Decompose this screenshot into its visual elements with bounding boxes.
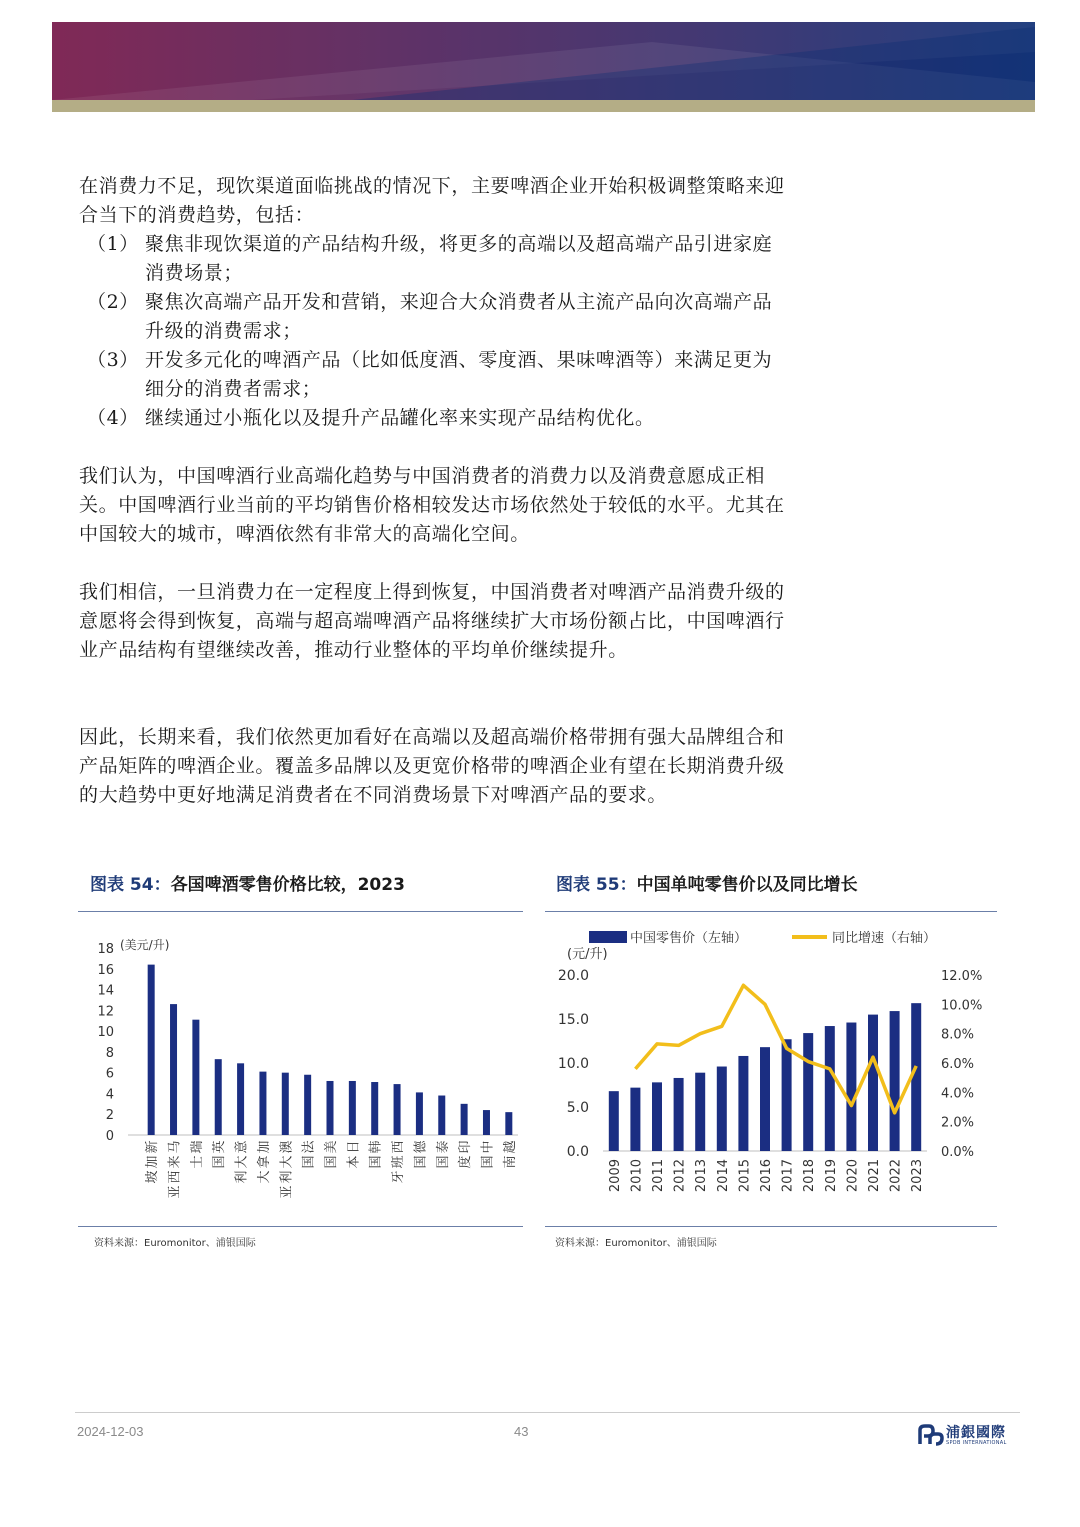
header-banner [52,22,1035,112]
x-tick-label-group [189,1140,205,1168]
figure-54-source: 资料来源：Euromonitor、浦银国际 [94,1238,256,1249]
left-tick-label: 5.0 [566,1100,589,1116]
figure-54-bottom-rule [78,1226,523,1227]
x-tick-label-group [502,1140,518,1168]
bar [609,1091,619,1151]
bar [738,1056,748,1151]
bar [695,1073,705,1151]
x-tick-label-char: 法 [301,1140,317,1154]
bar [782,1039,792,1151]
chart-54 [78,920,523,1225]
bar [371,1082,378,1135]
list-item-number: （3） [87,349,139,371]
legend-bar-swatch [589,931,627,943]
x-tick-label-char: 国 [368,1155,384,1169]
y-tick-label: 12 [97,1004,114,1020]
x-tick-label-char: 瑞 [189,1140,205,1154]
bar [505,1112,512,1135]
bar [438,1096,445,1135]
bar [760,1047,770,1151]
x-tick-label-char: 马 [167,1140,183,1154]
x-tick-label-char: 亚 [279,1185,295,1199]
x-tick-label-group [368,1140,384,1168]
list-item-text: 开发多元化的啤酒产品（比如低度酒、零度酒、果味啤酒等）来满足更为细分的消费者需求； [145,349,773,400]
figure-54-top-rule [78,911,523,912]
x-tick-label-group [278,1140,294,1198]
y-axis-unit: (美元/升) [120,938,170,952]
figure-55-title [556,870,858,895]
left-tick-label: 20.0 [557,968,589,984]
legend-line-label: 同比增速（右轴） [832,931,937,946]
bar [192,1020,199,1135]
x-tick-label-char: 日 [346,1140,362,1154]
x-tick-label-char: 国 [212,1155,228,1169]
x-tick-label-group [234,1140,250,1183]
y-tick-label: 16 [97,962,114,978]
right-tick-label: 12.0% [941,969,983,984]
x-tick-label-group [144,1140,160,1183]
y-tick-label: 6 [105,1066,114,1082]
figure-55-lead: 图表 55： [556,875,637,895]
x-tick-label-char: 加 [256,1140,272,1154]
x-tick-label-char: 班 [391,1155,407,1169]
bar [282,1073,289,1135]
x-tick-label-char: 大 [279,1155,295,1169]
x-tick-label-char: 国 [301,1155,317,1169]
x-tick-label-group [256,1140,272,1183]
x-tick-label-char: 拿 [256,1155,272,1169]
brand-logo-icon [918,1424,944,1446]
x-tick-label-char: 西 [167,1170,183,1184]
y-tick-label: 8 [105,1045,114,1061]
right-tick-label: 2.0% [941,1115,975,1131]
x-tick-label-char: 国 [324,1155,339,1169]
bar [630,1088,640,1151]
x-tick-label: 2010 [629,1159,645,1193]
x-tick-label: 2022 [888,1159,904,1193]
figure-54-title [90,870,405,895]
bar [652,1082,662,1151]
footer-rule [75,1412,1020,1413]
x-tick-label-char: 大 [234,1155,250,1169]
page-number: 43 [514,1424,529,1439]
x-tick-label-group [324,1140,339,1168]
bar [890,1011,900,1151]
brand-logo [918,1422,1018,1452]
x-tick-label-char: 泰 [435,1140,451,1154]
x-tick-label-char: 利 [234,1170,250,1184]
x-tick-label-group [212,1140,227,1168]
x-tick-label-group [479,1140,495,1168]
x-tick-label: 2020 [845,1159,861,1193]
x-tick-label-char: 大 [256,1170,272,1184]
x-tick-label-char: 新 [145,1140,161,1154]
bar [674,1078,684,1151]
x-tick-label-group [167,1140,183,1198]
y-tick-label: 14 [97,983,114,999]
x-tick-label: 2018 [802,1159,818,1193]
x-tick-label-char: 美 [324,1140,339,1154]
y-tick-label: 4 [105,1087,114,1103]
x-tick-label-char: 加 [145,1155,161,1169]
x-tick-label: 2023 [910,1159,926,1193]
paragraph-2: 我们认为，中国啤酒行业高端化趋势与中国消费者的消费力以及消费意愿成正相关。中国啤酒行业当前的平均销售价格相较发达市场依然处于较低的水平。尤其在中国较大的城市，啤酒依然有非常大的高端化空间。 [79,465,785,545]
x-tick-label-group [391,1140,406,1183]
right-tick-label: 10.0% [941,998,983,1014]
figure-54-title-text: 各国啤酒零售价格比较，2023 [170,875,405,895]
x-tick-label-group [413,1140,428,1169]
x-tick-label: 2009 [607,1159,623,1193]
x-tick-label-char: 英 [212,1140,228,1154]
x-tick-label-char: 印 [458,1140,474,1154]
bar [803,1033,813,1151]
paragraph-4: 因此，长期来看，我们依然更加看好在高端以及超高端价格带拥有强大品牌组合和产品矩阵的啤酒企业。覆盖多品牌以及更宽价格带的啤酒企业有望在长期消费升级的大趋势中更好地满足消费者在不同消费场景下对啤酒产品的要求。 [79,726,785,806]
bar [304,1075,311,1135]
x-tick-label-char: 国 [413,1155,429,1169]
left-axis-unit: (元/升) [567,947,608,962]
chart-55 [545,920,997,1225]
bar [237,1063,244,1135]
y-tick-label: 0 [105,1129,114,1144]
x-tick-label-char: 南 [502,1155,518,1169]
x-tick-label: 2016 [759,1159,774,1193]
x-tick-label-group [457,1140,473,1168]
list-item-number: （1） [87,233,139,255]
list-item-number: （4） [87,407,139,429]
bar [259,1072,266,1135]
brand-name: 浦銀國際 [946,1425,1006,1441]
list-item-number: （2） [87,291,139,313]
figure-55-bottom-rule [545,1226,997,1227]
y-tick-label: 10 [97,1025,114,1041]
left-tick-label: 10.0 [557,1056,589,1072]
x-tick-label-group [435,1140,451,1168]
bar [416,1092,423,1135]
bar [349,1081,356,1135]
bar [825,1026,835,1151]
x-tick-label-char: 本 [346,1155,362,1169]
x-tick-label-char: 士 [189,1155,205,1169]
figure-55-top-rule [545,911,997,912]
x-tick-label-char: 意 [234,1140,250,1154]
y-tick-label: 2 [105,1108,114,1124]
list-item-text: 继续通过小瓶化以及提升产品罐化率来实现产品结构优化。 [145,407,655,429]
x-tick-label: 2019 [823,1159,839,1193]
bar [461,1104,468,1135]
x-tick-label-char: 中 [480,1140,496,1154]
paragraph-3: 我们相信，一旦消费力在一定程度上得到恢复，中国消费者对啤酒产品消费升级的意愿将会得到恢复，高端与超高端啤酒产品将继续扩大市场份额占比，中国啤酒行业产品结构有望继续改善，推动行业整体的平均单价继续提升。 [79,581,785,661]
x-tick-label-char: 坡 [145,1170,161,1184]
x-tick-label: 2011 [651,1159,666,1193]
x-tick-label-char: 澳 [279,1140,295,1154]
x-tick-label: 2013 [694,1159,710,1193]
bar [846,1023,856,1151]
bar [394,1084,401,1135]
figure-55-title-text: 中国单吨零售价以及同比增长 [636,875,858,895]
x-tick-label-char: 国 [435,1155,451,1169]
bar [148,965,155,1135]
y-tick-label: 18 [97,942,114,957]
x-tick-label: 2012 [672,1159,688,1193]
bar [215,1059,222,1135]
x-tick-label-group [345,1140,361,1168]
x-tick-label-char: 韩 [368,1140,384,1154]
brand-name-en: SPDB INTERNATIONAL [946,1440,1007,1446]
left-tick-label: 0.0 [566,1144,589,1160]
bar [170,1004,177,1135]
bar [868,1015,878,1151]
figure-54-lead: 图表 54： [90,875,171,895]
x-tick-label-char: 利 [279,1170,295,1184]
right-tick-label: 4.0% [941,1086,975,1102]
x-tick-label-char: 亚 [167,1185,183,1199]
x-tick-label-group [301,1140,317,1169]
left-tick-label: 15.0 [557,1012,589,1028]
x-tick-label-char: 德 [413,1140,429,1154]
x-tick-label: 2015 [737,1159,753,1193]
intro-paragraph: 在消费力不足，现饮渠道面临挑战的情况下，主要啤酒企业开始积极调整策略来迎合当下的消费趋势，包括： [79,175,785,226]
bar [483,1110,490,1135]
right-tick-label: 6.0% [941,1057,975,1072]
legend-bar-label: 中国零售价（左轴） [630,931,748,946]
list-item-text: 聚焦非现饮渠道的产品结构升级，将更多的高端以及超高端产品引进家庭消费场景； [145,233,773,284]
x-tick-label-char: 牙 [391,1170,407,1184]
x-tick-label-char: 国 [480,1155,496,1169]
figure-55-source: 资料来源：Euromonitor、浦银国际 [555,1238,717,1249]
bar [717,1067,727,1151]
right-tick-label: 8.0% [941,1027,975,1043]
right-tick-label: 0.0% [941,1145,975,1160]
x-tick-label-char: 西 [391,1140,407,1154]
x-tick-label: 2021 [867,1159,882,1193]
list-item-text: 聚焦次高端产品开发和营销，来迎合大众消费者从主流产品向次高端产品升级的消费需求； [145,291,773,342]
x-tick-label: 2017 [780,1159,796,1193]
x-tick-label-char: 越 [502,1140,518,1154]
bar [327,1081,334,1135]
x-tick-label-char: 度 [458,1155,474,1169]
footer-date: 2024-12-03 [77,1424,144,1439]
x-tick-label-char: 来 [167,1155,183,1169]
x-tick-label: 2014 [715,1159,731,1193]
